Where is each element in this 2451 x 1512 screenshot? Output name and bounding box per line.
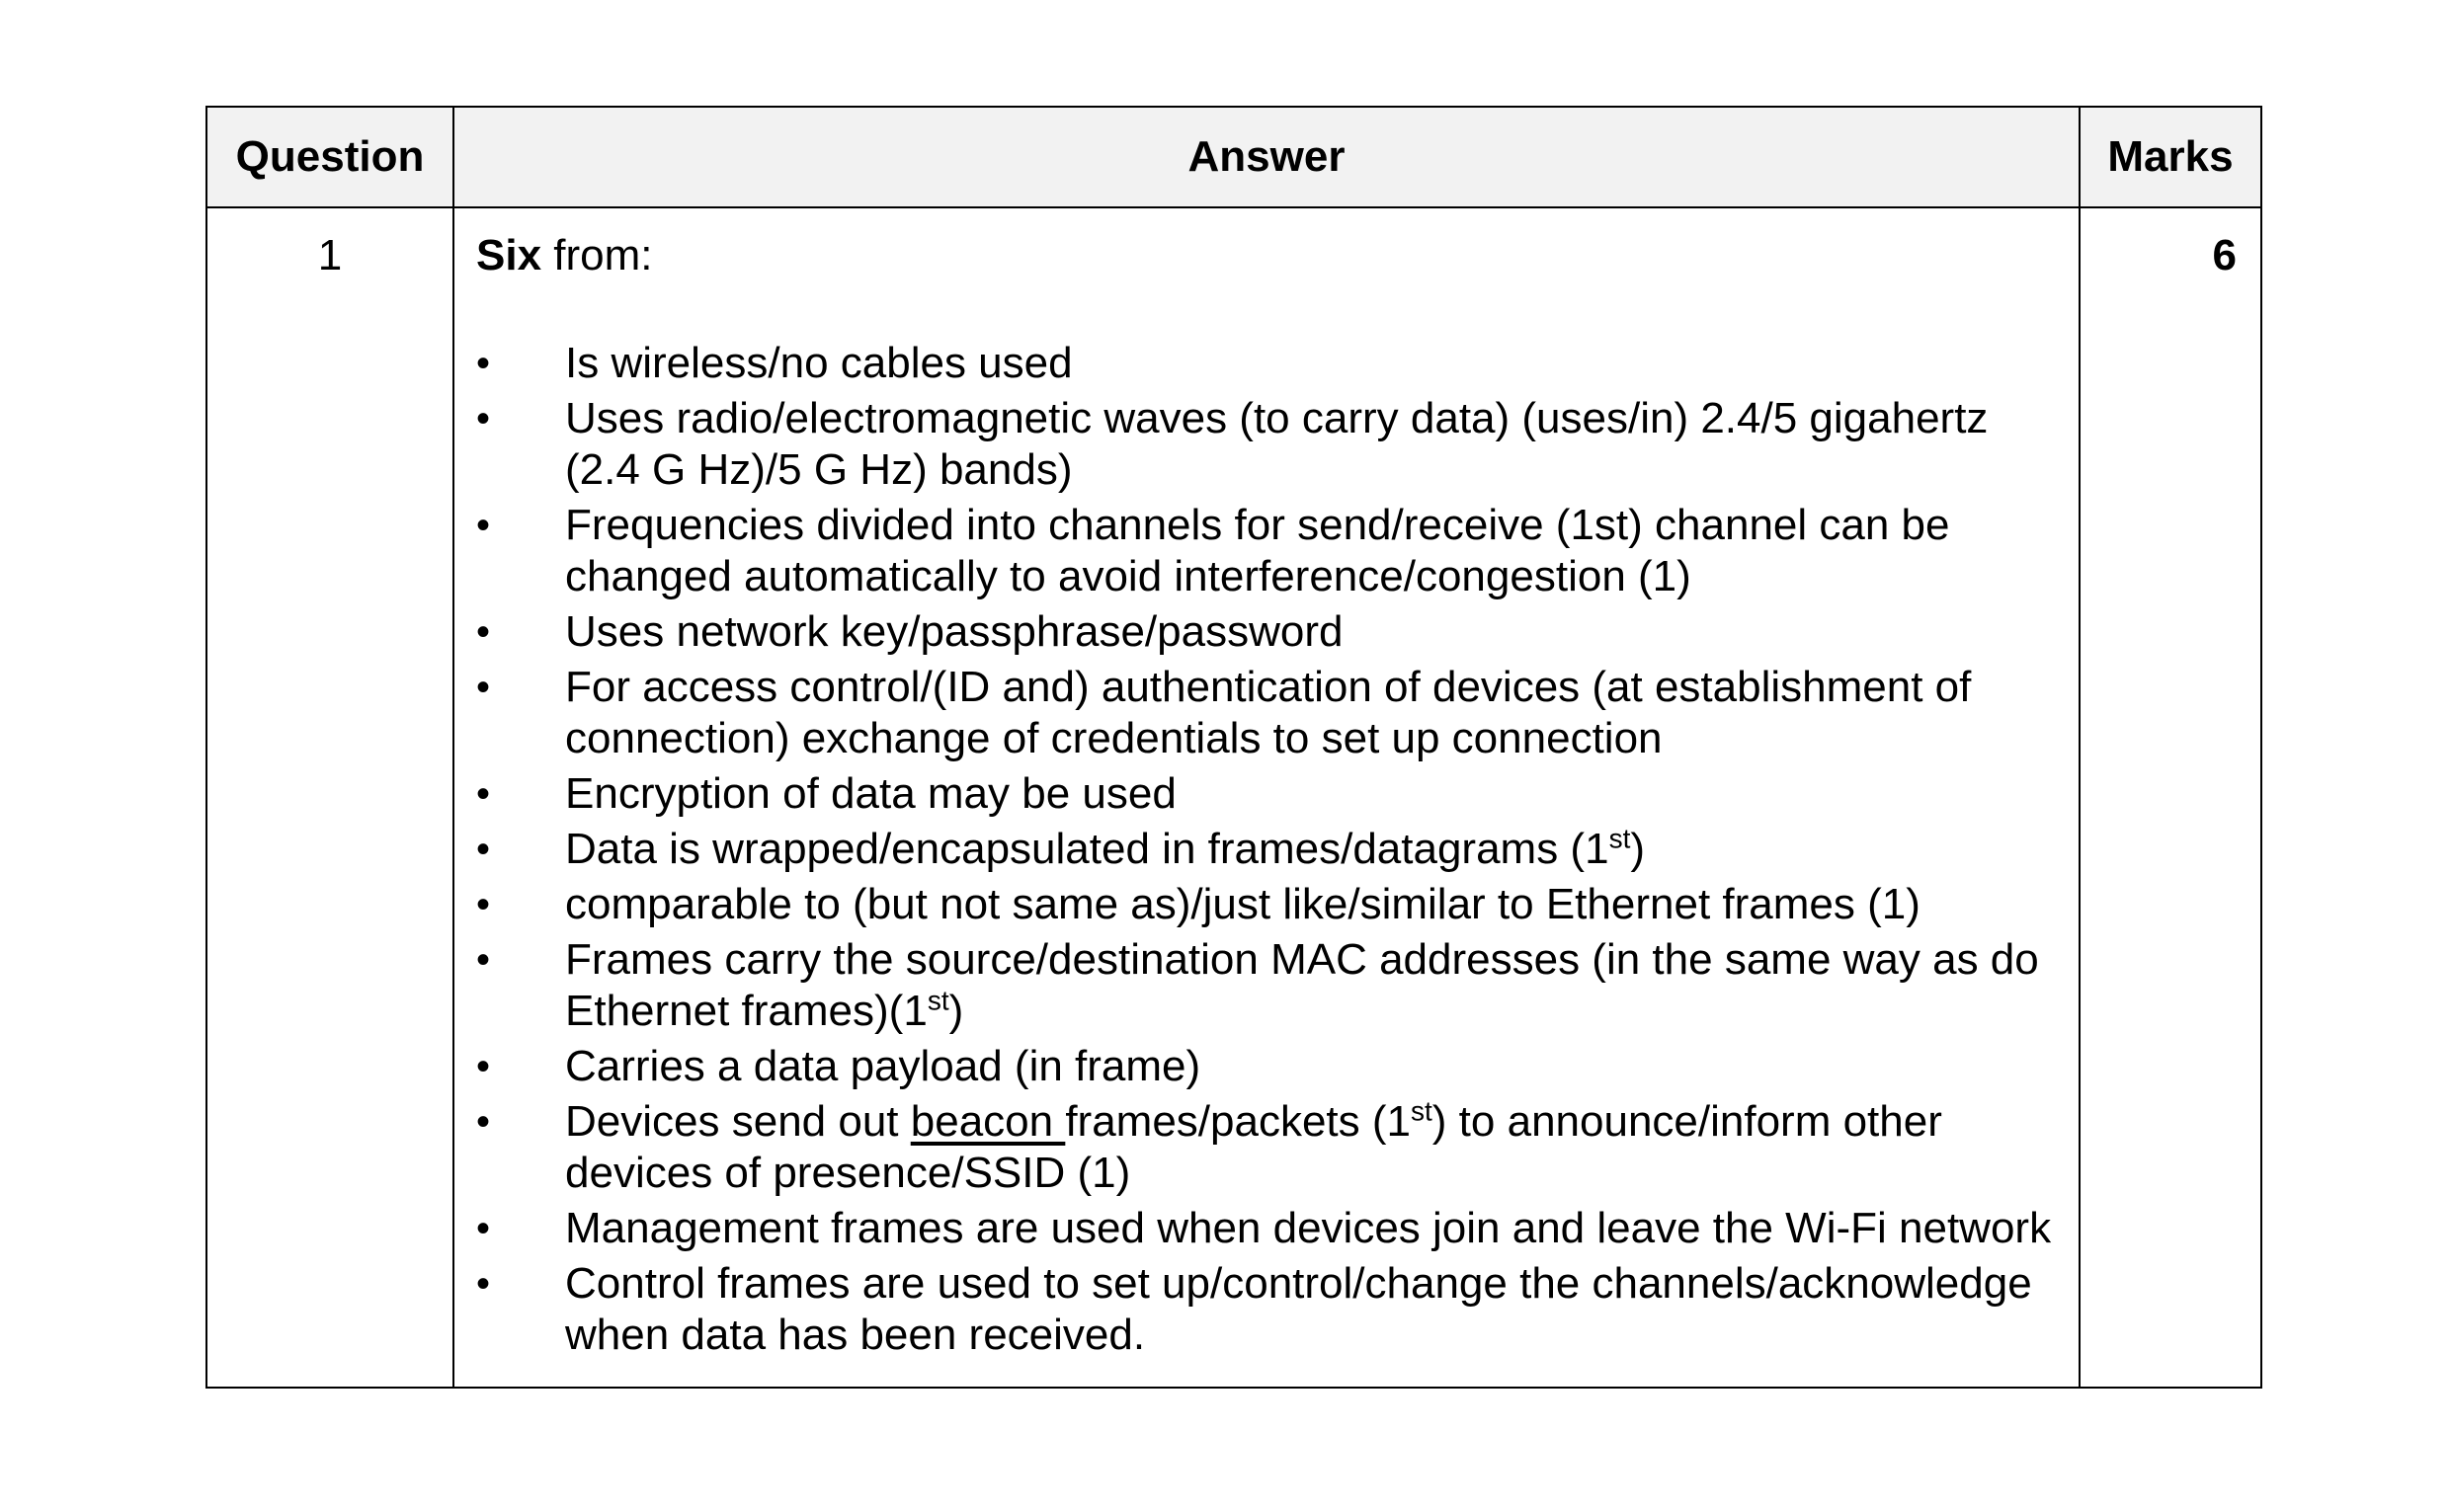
list-item (476, 500, 2059, 602)
bullet-icon: • (476, 1262, 491, 1306)
marks-header: Marks (2080, 107, 2261, 207)
answer-points-list (476, 338, 2059, 1361)
ordinal-suffix: st (1411, 1095, 1432, 1127)
point-text (565, 825, 1645, 873)
marks-value: 6 (2080, 207, 2261, 1388)
underlined-word: beacon (910, 1097, 1066, 1146)
list-item (476, 1203, 2059, 1254)
bullet-icon: • (476, 397, 491, 440)
point-text-part: frames/packets (1 (1065, 1097, 1412, 1146)
point-text-part: ) (1630, 825, 1645, 873)
point-text-part: Devices send out (565, 1097, 911, 1146)
point-text: Control frames are used to set up/control/change the channels/acknowledge when data has been received. (565, 1259, 2032, 1359)
list-item (476, 662, 2059, 764)
point-text-part: ) to announce/inform other devices of presence/SSID (1) (565, 1097, 1942, 1197)
point-text: comparable to (but not same as)/just like/similar to Ethernet frames (1) (565, 880, 1920, 928)
list-item (476, 1096, 2059, 1199)
point-text: Encryption of data may be used (565, 769, 1177, 818)
point-text: For access control/(ID and) authentication of devices (at establishment of connection) exchange of credentials to set up connection (565, 663, 1972, 762)
ordinal-suffix: st (927, 985, 949, 1016)
answer-intro (476, 230, 2059, 281)
bullet-icon: • (476, 938, 491, 982)
point-text-part: ) (948, 987, 964, 1035)
point-text: Frequencies divided into channels for send/receive (1st) channel can be changed automatically to avoid interference/congestion (1) (565, 501, 1950, 600)
list-item (476, 934, 2059, 1037)
bullet-icon: • (476, 828, 491, 871)
point-text: Management frames are used when devices join and leave the Wi-Fi network (565, 1204, 2052, 1252)
list-item (476, 1258, 2059, 1361)
point-text: Uses radio/electromagnetic waves (to carry data) (uses/in) 2.4/5 gigahertz (2.4 G Hz)/5 G Hz) bands) (565, 394, 1989, 494)
bullet-icon: • (476, 1207, 491, 1250)
bullet-icon: • (476, 342, 491, 385)
list-item (476, 824, 2059, 875)
list-item (476, 1041, 2059, 1092)
header-row (206, 107, 2261, 207)
question-number: 1 (206, 207, 453, 1388)
point-text: Is wireless/no cables used (565, 339, 1073, 387)
mark-scheme-table (205, 106, 2262, 1389)
point-text (565, 935, 2039, 1035)
table-row (206, 207, 2261, 1388)
point-text-part: Frames carry the source/destination MAC addresses (in the same way as do Ethernet frames)(1 (565, 935, 2039, 1035)
bullet-icon: • (476, 666, 491, 709)
question-header: Question (206, 107, 453, 207)
bullet-icon: • (476, 610, 491, 654)
ordinal-suffix: st (1608, 823, 1631, 854)
point-text-part: Data is wrapped/encapsulated in frames/datagrams (1 (565, 825, 1609, 873)
bullet-icon: • (476, 883, 491, 926)
point-text (565, 1097, 1942, 1197)
list-item (476, 768, 2059, 820)
list-item (476, 393, 2059, 496)
answer-header: Answer (453, 107, 2080, 207)
list-item (476, 606, 2059, 658)
list-item (476, 879, 2059, 930)
bullet-icon: • (476, 1045, 491, 1088)
intro-rest: from: (541, 231, 653, 279)
bullet-icon: • (476, 504, 491, 547)
point-text: Uses network key/passphrase/password (565, 607, 1344, 656)
intro-bold: Six (476, 231, 542, 279)
point-text: Carries a data payload (in frame) (565, 1042, 1201, 1090)
bullet-icon: • (476, 1100, 491, 1144)
bullet-icon: • (476, 772, 491, 816)
answer-cell (453, 207, 2080, 1388)
list-item (476, 338, 2059, 389)
